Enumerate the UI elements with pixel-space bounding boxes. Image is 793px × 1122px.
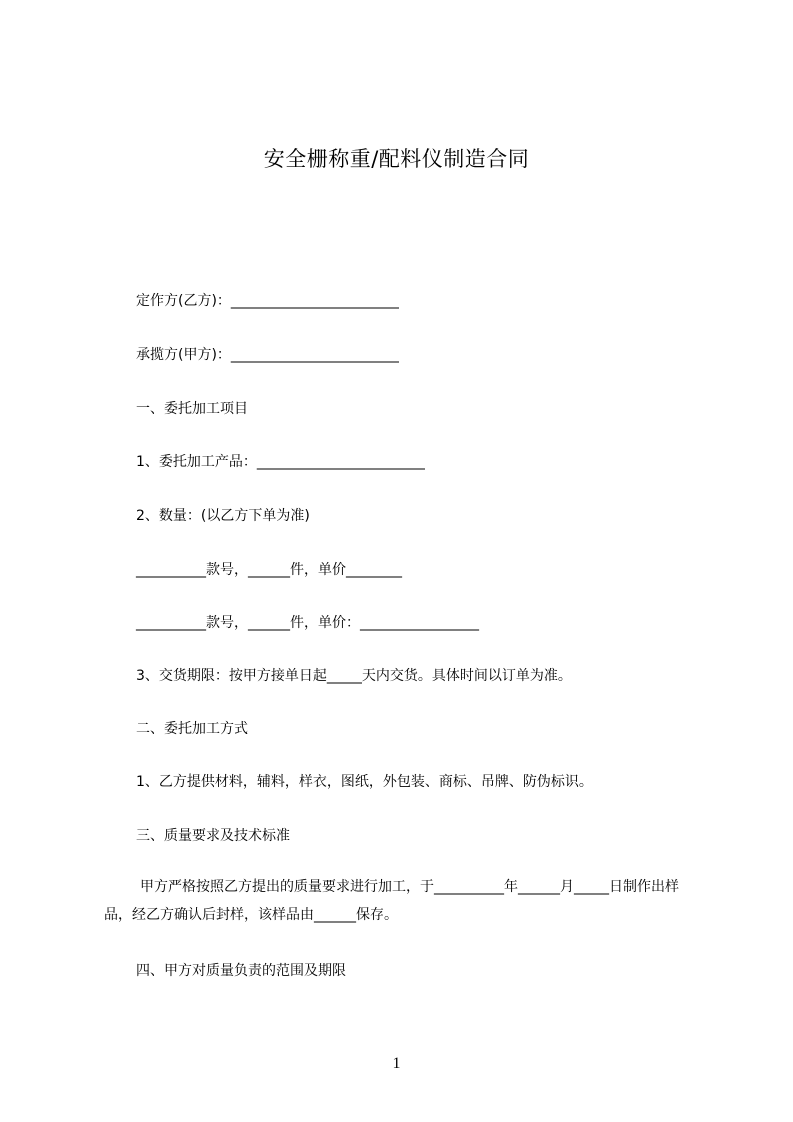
item-2-quantity: 2、数量：(以乙方下单为准) xyxy=(136,508,310,524)
style-line-2: __________款号，______件，单价：_________________ xyxy=(136,615,479,631)
page-number: 1 xyxy=(392,1055,401,1072)
section-4-heading: 四、甲方对质量负责的范围及期限 xyxy=(136,963,346,979)
item-3-delivery: 3、交货期限：按甲方接单日起_____天内交货。具体时间以订单为准。 xyxy=(136,668,572,684)
section-1-heading: 一、委托加工项目 xyxy=(136,401,248,417)
section-2-heading: 二、委托加工方式 xyxy=(136,721,248,737)
quality-paragraph xyxy=(104,873,704,929)
party-a-line: 承揽方(甲方)：________________________ xyxy=(136,347,399,363)
document-title: 安全栅称重/配料仪制造合同 xyxy=(263,147,530,171)
party-b-line: 定作方(乙方)：________________________ xyxy=(136,293,399,309)
section-3-heading: 三、质量要求及技术标准 xyxy=(136,828,290,844)
style-line-1: __________款号，______件，单价________ xyxy=(136,562,402,578)
materials-line: 1、乙方提供材料，辅料，样衣，图纸，外包装、商标、吊牌、防伪标识。 xyxy=(136,774,593,790)
item-1-product: 1、委托加工产品：________________________ xyxy=(136,454,425,470)
quality-paragraph-text: 甲方严格按照乙方提出的质量要求进行加工，于__________年______月_____日制作出样品，经乙方确认后封样，该样品由______保存。 xyxy=(104,879,679,923)
